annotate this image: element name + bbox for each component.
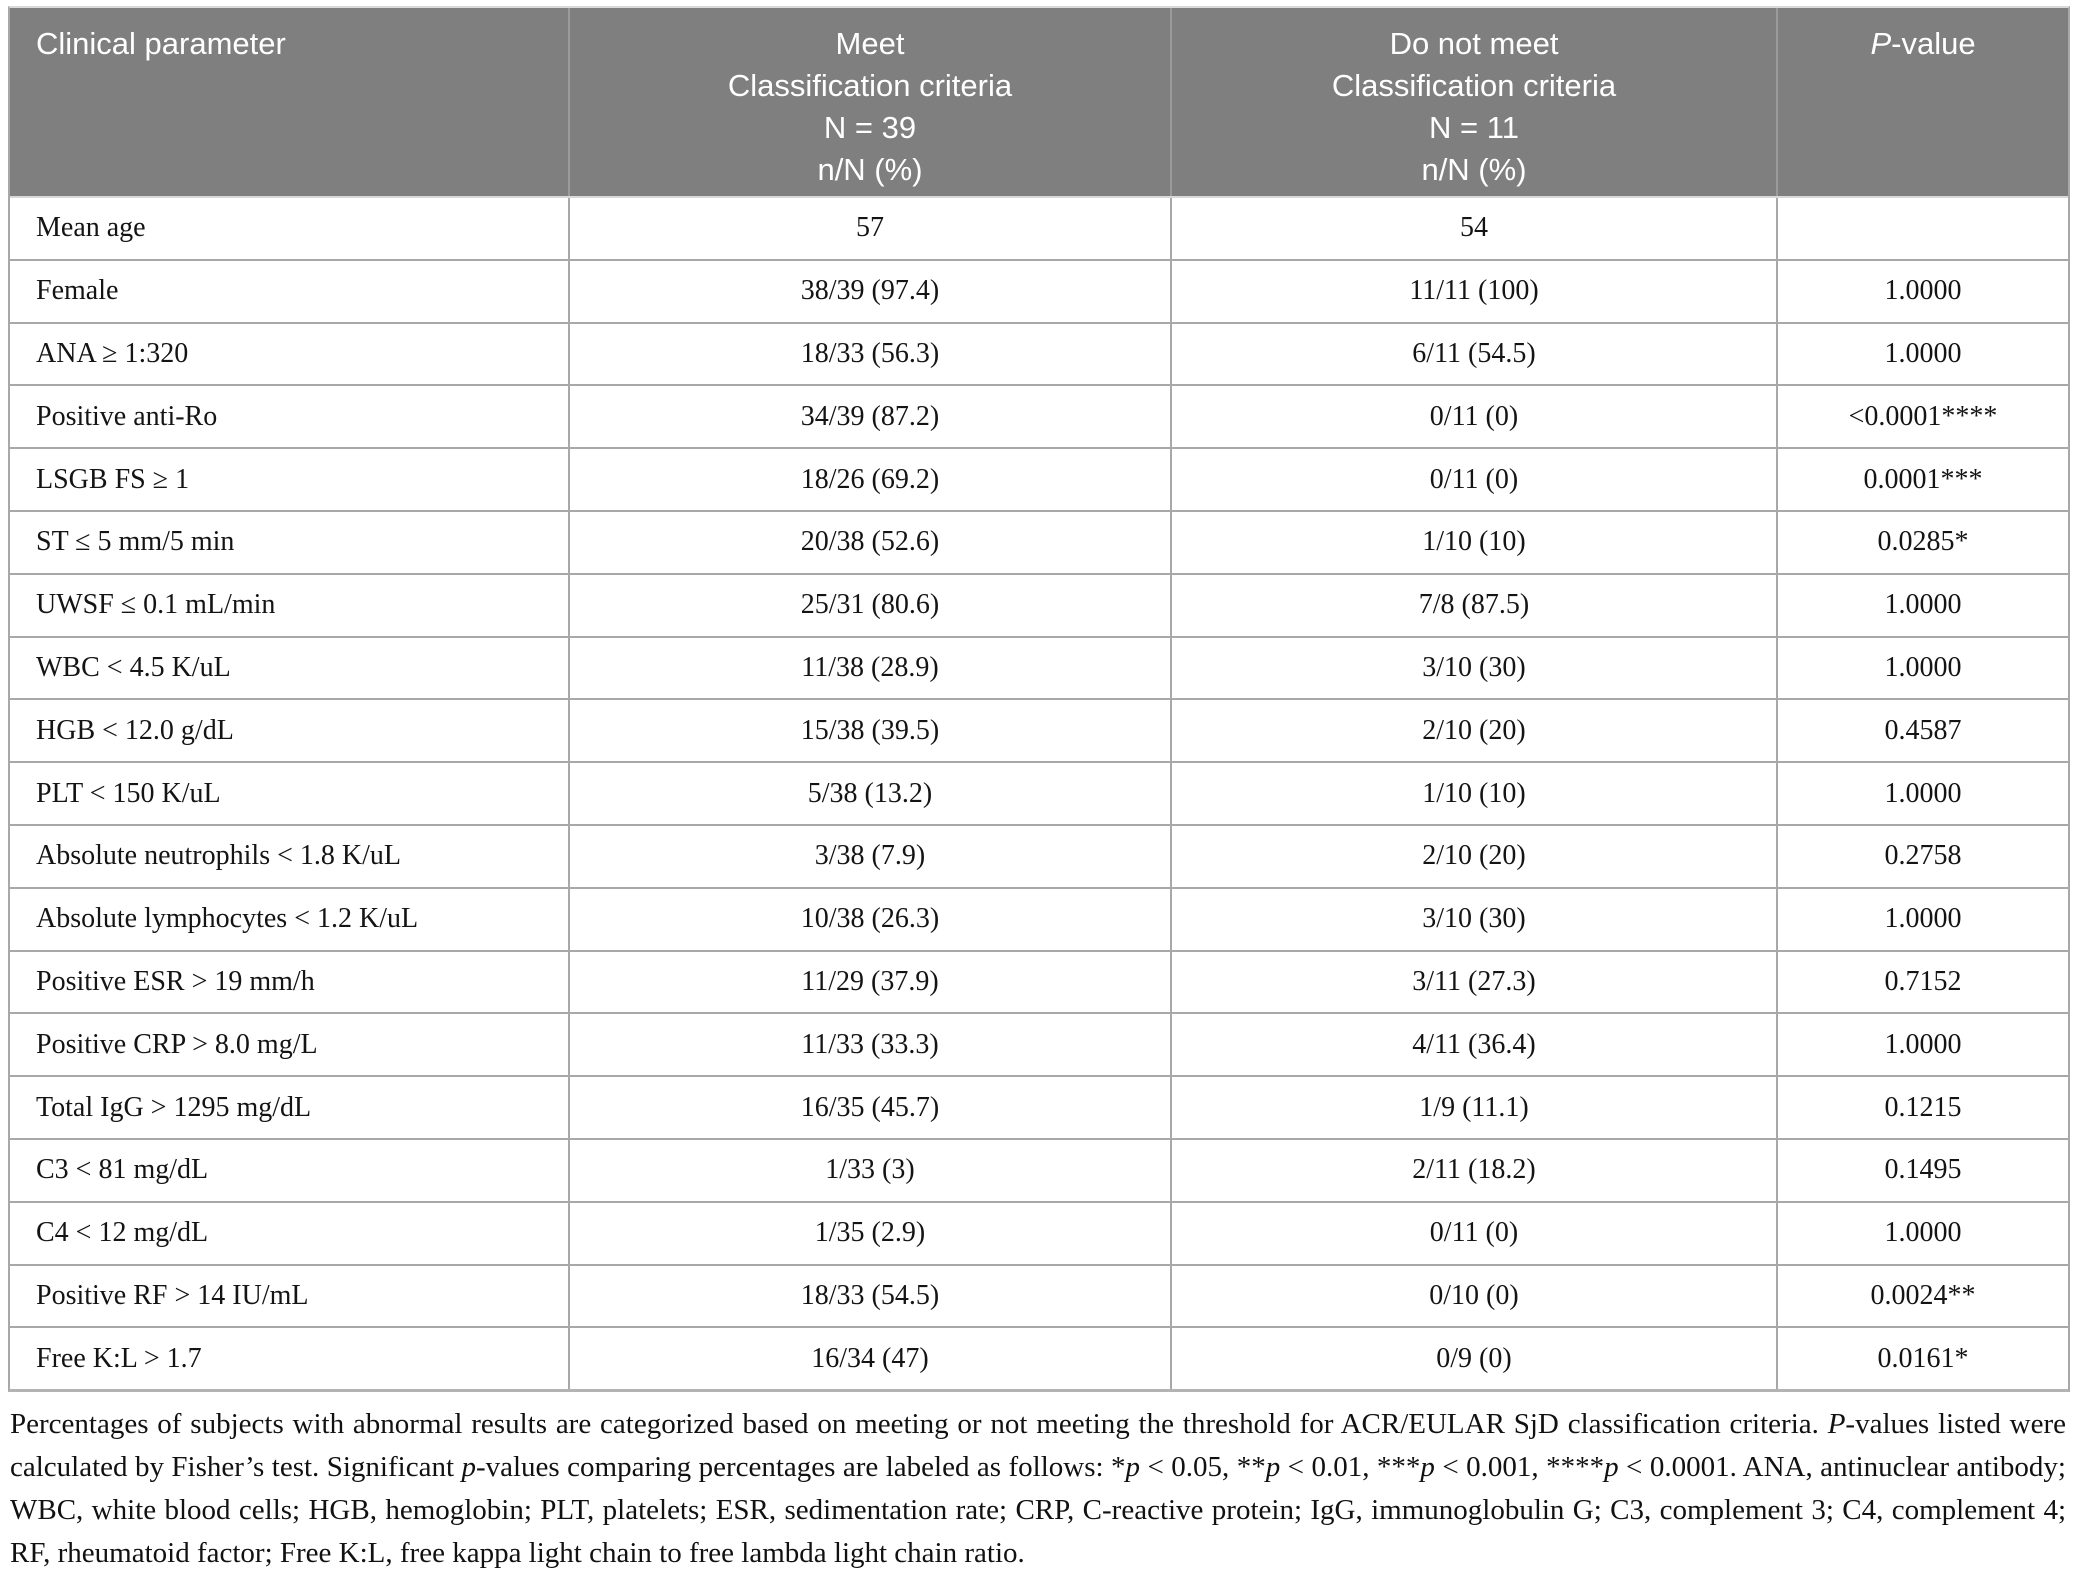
- table-row: [10, 384, 2068, 447]
- footnote-segment: -values listed were calculated by Fisher’s test. Significant: [10, 1408, 2066, 1484]
- p-value-rest: -value: [1891, 26, 1976, 61]
- table-row: [10, 1012, 2068, 1075]
- cell-meet-value: 25/31 (80.6): [570, 575, 1172, 636]
- cell-clinical-parameter: ANA ≥ 1:320: [10, 324, 570, 385]
- cell-do-not-meet-value: 6/11 (54.5): [1172, 324, 1778, 385]
- table-row: [10, 196, 2068, 259]
- cell-p-value: 1.0000: [1884, 1217, 1962, 1249]
- cell-meet-value: 18/26 (69.2): [570, 449, 1172, 510]
- cell-p-value: 1.0000: [1884, 337, 1962, 369]
- header-meet-criteria: [570, 8, 1172, 196]
- header-line: Meet: [835, 26, 905, 61]
- table-row: [10, 824, 2068, 887]
- cell-p-value: 1.0000: [1884, 589, 1962, 621]
- cell-do-not-meet-value: 7/8 (87.5): [1172, 575, 1778, 636]
- cell-clinical-parameter: C4 < 12 mg/dL: [10, 1203, 570, 1264]
- cell-clinical-parameter: C3 < 81 mg/dL: [10, 1140, 570, 1201]
- footnote-segment: p: [1265, 1451, 1281, 1484]
- cell-do-not-meet-value: 3/10 (30): [1172, 889, 1778, 950]
- cell-do-not-meet-value: 2/10 (20): [1172, 700, 1778, 761]
- cell-p-value: 1.0000: [1884, 903, 1962, 935]
- footnote-segment: < 0.0001. ANA, antinuclear antibody; WBC, white blood cells; HGB, hemoglobin; PLT, platelets; ESR, sedimentation rate; CRP, C-reactive protein; IgG, immunoglobulin G; C3, complement 3; C4, complement 4; RF, rheumatoid factor; Free K:L, free kappa light chain to free lambda light chain ratio.: [10, 1451, 2066, 1570]
- cell-meet-value: 34/39 (87.2): [570, 386, 1172, 447]
- table-row: [10, 1326, 2068, 1389]
- cell-do-not-meet-value: 0/10 (0): [1172, 1266, 1778, 1327]
- header-label: Clinical parameter: [36, 26, 286, 61]
- cell-p-value: 1.0000: [1884, 275, 1962, 307]
- header-line: N = 39: [823, 110, 917, 145]
- table-row: [10, 322, 2068, 385]
- table-row: [10, 1075, 2068, 1138]
- cell-p-value: 1.0000: [1884, 651, 1962, 683]
- cell-meet-value: 11/38 (28.9): [570, 638, 1172, 699]
- footnote-segment: Percentages of subjects with abnormal results are categorized based on meeting or not meeting the threshold for ACR/EULAR SjD classification criteria.: [10, 1408, 1828, 1441]
- cell-p-value: 0.0285*: [1877, 526, 1969, 558]
- header-p-value: [1778, 8, 2068, 196]
- cell-meet-value: 1/35 (2.9): [570, 1203, 1172, 1264]
- footnote-segment: P: [1827, 1408, 1846, 1441]
- cell-p-value: 0.0161*: [1877, 1342, 1969, 1374]
- table-row: [10, 447, 2068, 510]
- cell-do-not-meet-value: 3/11 (27.3): [1172, 952, 1778, 1013]
- table-row: [10, 698, 2068, 761]
- cell-do-not-meet-value: 11/11 (100): [1172, 261, 1778, 322]
- cell-clinical-parameter: Positive ESR > 19 mm/h: [10, 952, 570, 1013]
- footnote-segment: < 0.05, **: [1140, 1451, 1266, 1484]
- cell-meet-value: 18/33 (54.5): [570, 1266, 1172, 1327]
- cell-meet-value: 18/33 (56.3): [570, 324, 1172, 385]
- cell-clinical-parameter: Total IgG > 1295 mg/dL: [10, 1077, 570, 1138]
- cell-do-not-meet-value: 4/11 (36.4): [1172, 1014, 1778, 1075]
- header-line: Do not meet: [1389, 26, 1559, 61]
- cell-p-value: 0.1215: [1884, 1091, 1962, 1123]
- cell-clinical-parameter: Mean age: [10, 198, 570, 259]
- table-footnote: [10, 1403, 2066, 1575]
- header-line: Classification criteria: [1331, 68, 1617, 103]
- table-row: [10, 950, 2068, 1013]
- cell-do-not-meet-value: 0/11 (0): [1172, 386, 1778, 447]
- cell-p-value: 0.0024**: [1870, 1279, 1976, 1311]
- cell-clinical-parameter: Positive RF > 14 IU/mL: [10, 1266, 570, 1327]
- cell-meet-value: 3/38 (7.9): [570, 826, 1172, 887]
- cell-p-value: [1778, 198, 2068, 259]
- cell-clinical-parameter: HGB < 12.0 g/dL: [10, 700, 570, 761]
- header-label: [1778, 23, 2068, 65]
- table-row: [10, 573, 2068, 636]
- cell-meet-value: 5/38 (13.2): [570, 763, 1172, 824]
- footnote-segment: < 0.001, ****: [1434, 1451, 1605, 1484]
- table-row: [10, 259, 2068, 322]
- header-do-not-meet-criteria: [1172, 8, 1778, 196]
- cell-do-not-meet-value: 0/9 (0): [1172, 1328, 1778, 1389]
- cell-clinical-parameter: UWSF ≤ 0.1 mL/min: [10, 575, 570, 636]
- cell-do-not-meet-value: 0/11 (0): [1172, 449, 1778, 510]
- table-row: [10, 636, 2068, 699]
- cell-do-not-meet-value: 1/9 (11.1): [1172, 1077, 1778, 1138]
- cell-meet-value: 10/38 (26.3): [570, 889, 1172, 950]
- table-row: [10, 1201, 2068, 1264]
- cell-do-not-meet-value: 1/10 (10): [1172, 512, 1778, 573]
- table-body: [10, 196, 2068, 1389]
- cell-meet-value: 11/29 (37.9): [570, 952, 1172, 1013]
- p-value-italic-p: P: [1870, 26, 1892, 61]
- table-row: [10, 510, 2068, 573]
- table-row: [10, 1138, 2068, 1201]
- header-line: N = 11: [1429, 110, 1519, 145]
- cell-meet-value: 15/38 (39.5): [570, 700, 1172, 761]
- cell-clinical-parameter: Positive CRP > 8.0 mg/L: [10, 1014, 570, 1075]
- footnote-segment: < 0.01, ***: [1280, 1451, 1421, 1484]
- cell-do-not-meet-value: 54: [1172, 198, 1778, 259]
- cell-clinical-parameter: Absolute lymphocytes < 1.2 K/uL: [10, 889, 570, 950]
- cell-meet-value: 16/34 (47): [570, 1328, 1172, 1389]
- footnote-segment: p: [1420, 1451, 1435, 1484]
- cell-clinical-parameter: Absolute neutrophils < 1.8 K/uL: [10, 826, 570, 887]
- clinical-parameters-table: [8, 6, 2070, 1392]
- table-row: [10, 761, 2068, 824]
- table-row: [10, 887, 2068, 950]
- cell-meet-value: 16/35 (45.7): [570, 1077, 1172, 1138]
- cell-clinical-parameter: Positive anti-Ro: [10, 386, 570, 447]
- cell-p-value: 0.7152: [1884, 965, 1962, 997]
- cell-meet-value: 20/38 (52.6): [570, 512, 1172, 573]
- cell-p-value: 0.1495: [1884, 1154, 1962, 1186]
- cell-do-not-meet-value: 3/10 (30): [1172, 638, 1778, 699]
- header-line: Classification criteria: [727, 68, 1013, 103]
- cell-meet-value: 38/39 (97.4): [570, 261, 1172, 322]
- cell-p-value: <0.0001****: [1848, 400, 1998, 432]
- footnote-segment: p: [1125, 1451, 1141, 1484]
- cell-clinical-parameter: PLT < 150 K/uL: [10, 763, 570, 824]
- cell-p-value: 0.2758: [1884, 840, 1962, 872]
- table-row: [10, 1264, 2068, 1327]
- footnote-segment: p: [461, 1451, 476, 1484]
- cell-meet-value: 57: [570, 198, 1172, 259]
- cell-p-value: 1.0000: [1884, 1028, 1962, 1060]
- cell-clinical-parameter: WBC < 4.5 K/uL: [10, 638, 570, 699]
- cell-meet-value: 11/33 (33.3): [570, 1014, 1172, 1075]
- footnote-segment: -values comparing percentages are labeled as follows: *: [475, 1451, 1126, 1484]
- header-line: n/N (%): [817, 152, 923, 187]
- cell-p-value: 0.4587: [1884, 714, 1962, 746]
- footnote-segment: p: [1604, 1451, 1619, 1484]
- cell-do-not-meet-value: 1/10 (10): [1172, 763, 1778, 824]
- cell-clinical-parameter: LSGB FS ≥ 1: [10, 449, 570, 510]
- cell-clinical-parameter: Female: [10, 261, 570, 322]
- cell-meet-value: 1/33 (3): [570, 1140, 1172, 1201]
- cell-do-not-meet-value: 2/10 (20): [1172, 826, 1778, 887]
- cell-clinical-parameter: ST ≤ 5 mm/5 min: [10, 512, 570, 573]
- cell-p-value: 0.0001***: [1863, 463, 1983, 495]
- header-line: n/N (%): [1421, 152, 1527, 187]
- header-clinical-parameter: [10, 8, 570, 196]
- cell-p-value: 1.0000: [1884, 777, 1962, 809]
- cell-clinical-parameter: Free K:L > 1.7: [10, 1328, 570, 1389]
- cell-do-not-meet-value: 2/11 (18.2): [1172, 1140, 1778, 1201]
- cell-do-not-meet-value: 0/11 (0): [1172, 1203, 1778, 1264]
- table-header-row: [10, 8, 2068, 196]
